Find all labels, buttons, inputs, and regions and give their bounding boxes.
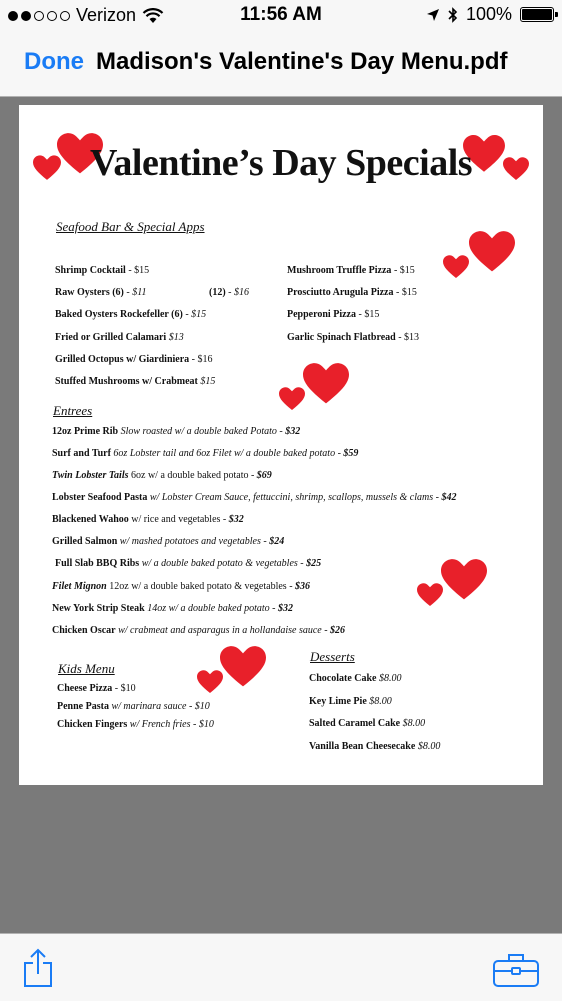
navigation-bar — [0, 30, 562, 97]
list-item: Grilled Salmon w/ mashed potatoes and vegetables - $24 — [52, 536, 285, 547]
document-title: Madison's Valentine's Day Menu.pdf — [96, 48, 508, 75]
list-item: Chicken Oscar w/ crabmeat and asparagus in a hollandaise sauce - $26 — [52, 625, 346, 636]
done-button[interactable]: Done — [24, 48, 84, 75]
entrees-heading: Entrees — [53, 403, 93, 418]
list-item: Chocolate Cake $8.00 — [309, 673, 402, 684]
battery-icon — [520, 7, 554, 22]
battery-percent: 100% — [465, 4, 512, 24]
list-item: 12oz Prime Rib Slow roasted w/ a double baked Potato - $32 — [52, 426, 301, 437]
list-item: Blackened Wahoo w/ rice and vegetables - $32 — [52, 514, 244, 525]
list-item: Filet Mignon 12oz w/ a double baked potato & vegetables - $36 — [52, 581, 311, 592]
pdf-viewer[interactable] — [0, 97, 562, 933]
heart-icon — [220, 646, 266, 688]
list-item: Prosciutto Arugula Pizza - $15 — [287, 287, 417, 298]
list-item: Stuffed Mushrooms w/ Crabmeat $15 — [55, 376, 216, 387]
heart-icon — [443, 255, 469, 279]
heart-icon — [303, 363, 349, 405]
status-time: 11:56 AM — [240, 4, 322, 25]
list-item: Lobster Seafood Pasta w/ Lobster Cream Sauce, fettuccini, shrimp, scallops, mussels & clams - $42 — [52, 492, 457, 503]
seafood-heading: Seafood Bar & Special Apps — [56, 219, 205, 234]
desserts-heading: Desserts — [310, 649, 355, 664]
list-item: Garlic Spinach Flatbread - $13 — [287, 332, 420, 343]
heart-icon — [417, 583, 443, 607]
kids-menu-heading: Kids Menu — [58, 661, 115, 676]
list-item: Shrimp Cocktail - $15 — [55, 265, 150, 276]
bluetooth-icon — [448, 7, 458, 23]
list-item: Penne Pasta w/ marinara sauce - $10 — [57, 701, 210, 712]
list-item: Twin Lobster Tails 6oz w/ a double baked potato - $69 — [52, 470, 272, 481]
list-item: Full Slab BBQ Ribs w/ a double baked potato & vegetables - $25 — [55, 558, 322, 569]
list-item: (12) - $16 — [209, 287, 250, 298]
list-item: Pepperoni Pizza - $15 — [287, 309, 380, 320]
pdf-page[interactable] — [19, 105, 543, 785]
carrier-label: Verizon — [76, 5, 137, 25]
heart-icon — [279, 387, 305, 411]
heart-icon — [469, 231, 515, 273]
toolbox-icon[interactable] — [492, 952, 540, 988]
list-item: Fried or Grilled Calamari $13 — [55, 332, 184, 343]
list-item: Vanilla Bean Cheesecake $8.00 — [309, 741, 441, 752]
list-item: Chicken Fingers w/ French fries - $10 — [57, 719, 214, 730]
heart-icon — [441, 559, 487, 601]
share-icon[interactable] — [22, 948, 54, 988]
list-item: Surf and Turf 6oz Lobster tail and 6oz Filet w/ a double baked potato - $59 — [52, 448, 359, 459]
status-right — [426, 4, 554, 25]
battery-level — [522, 9, 552, 20]
bottom-toolbar — [0, 933, 562, 1001]
list-item: Salted Caramel Cake $8.00 — [309, 718, 426, 729]
list-item: Grilled Octopus w/ Giardiniera - $16 — [55, 354, 213, 365]
list-item: Cheese Pizza - $10 — [57, 683, 136, 694]
menu-title: Valentine’s Day Specials — [89, 142, 473, 184]
list-item: Mushroom Truffle Pizza - $15 — [287, 265, 415, 276]
list-item: New York Strip Steak 14oz w/ a double baked potato - $32 — [52, 603, 294, 614]
list-item: Key Lime Pie $8.00 — [309, 696, 392, 707]
status-bar — [0, 0, 562, 30]
list-item: Raw Oysters (6) - $11 — [55, 287, 147, 298]
location-arrow-icon — [426, 8, 440, 22]
list-item: Baked Oysters Rockefeller (6) - $15 — [55, 309, 207, 320]
